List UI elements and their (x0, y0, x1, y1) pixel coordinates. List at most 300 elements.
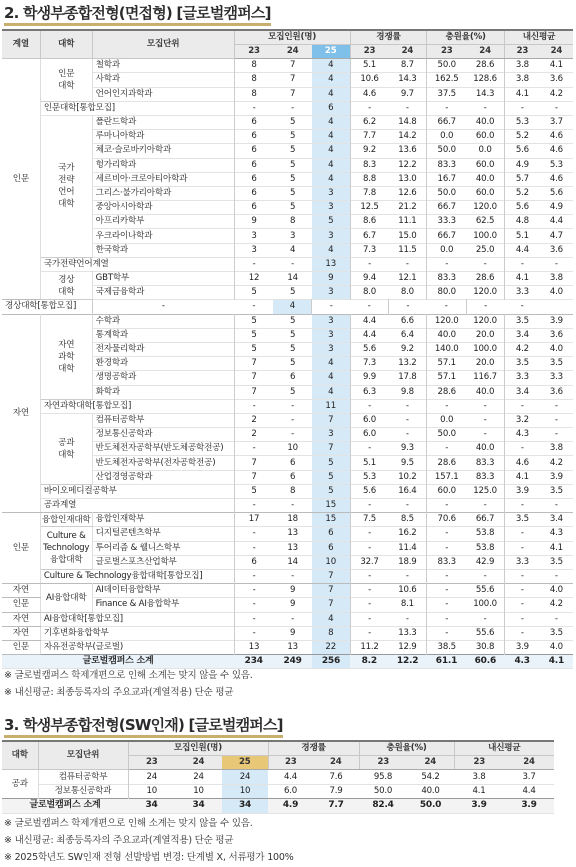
table-cell: 9.2 (388, 342, 426, 356)
field-cell: 자연 (2, 612, 40, 626)
table-cell: 5.1 (363, 457, 377, 468)
table-cell: 6 (251, 187, 257, 198)
table-cell: 16.7 (437, 173, 456, 184)
table-cell: 120.0 (466, 201, 504, 215)
table-cell: 10.6 (360, 74, 379, 85)
table-cell: - (368, 627, 371, 638)
table-cell: 0.0 (440, 414, 454, 425)
table-cell: 8.3 (363, 159, 377, 170)
table-cell: 10.2 (388, 470, 426, 484)
table-cell: 9 (289, 585, 296, 596)
table-cell: 3 (312, 186, 350, 200)
table-cell: 18.9 (388, 555, 426, 569)
table-cell: 3.8 (549, 443, 563, 454)
table-cell: - (368, 613, 371, 624)
table-cell: 7 (251, 358, 257, 369)
table-cell: 9.7 (388, 87, 426, 101)
table-cell: 9.2 (363, 145, 377, 156)
table-cell: 6 (289, 372, 296, 383)
table-cell: 32.7 (360, 556, 379, 567)
table-cell: 4.4 (549, 216, 563, 227)
table-cell: - (445, 571, 449, 582)
table-cell: - (252, 301, 256, 312)
table-cell: 83.3 (466, 470, 504, 484)
table-cell: 4.6 (549, 145, 563, 156)
table-cell: 4.4 (522, 785, 536, 796)
table-cell: - (252, 599, 256, 610)
table-cell: - (388, 612, 426, 626)
college-cell: 인문 대학 (40, 59, 92, 102)
table-cell: 5.6 (515, 145, 529, 156)
unit-name: Finance & AI융합학부 (92, 598, 234, 612)
table-cell: 4.6 (549, 173, 563, 184)
table-cell: - (368, 500, 371, 511)
table-cell: - (554, 613, 558, 624)
table-cell: 3.6 (549, 244, 563, 255)
unit-name: 컴퓨터공학부 (92, 413, 234, 427)
header-year: 23 (350, 45, 388, 59)
table-row (2, 484, 573, 498)
table-cell: 3.7 (549, 117, 563, 128)
table-cell: 3 (289, 230, 296, 241)
header-year: 24 (388, 45, 426, 59)
table-cell: 3.5 (515, 358, 529, 369)
table-cell: 10 (222, 784, 268, 798)
table-cell: 6.3 (363, 386, 377, 397)
table-cell: 0.0 (440, 131, 454, 142)
total-cell: 3.9 (504, 799, 554, 813)
table-cell: 5.2 (515, 187, 529, 198)
table-cell: 3.7 (522, 771, 536, 782)
field-cell: 인문 (2, 640, 40, 654)
table-cell: 6 (312, 541, 350, 555)
total-cell: 60.6 (466, 655, 504, 669)
table-row (2, 640, 573, 654)
table-cell: 6 (251, 173, 257, 184)
table-cell: 15 (312, 499, 350, 513)
table-cell: 6 (251, 117, 257, 128)
table-cell: 13 (287, 528, 298, 539)
table-cell: 3 (251, 244, 257, 255)
table-cell: - (520, 627, 524, 638)
table-cell: - (466, 428, 504, 442)
table-cell: 3.3 (549, 372, 563, 383)
table-cell: 5 (289, 358, 296, 369)
table-cell: - (252, 571, 256, 582)
unit-name: 한국학과 (92, 243, 234, 257)
table-cell: 4.0 (549, 641, 563, 652)
unit-name: 체코·슬로바키아학과 (92, 144, 234, 158)
unit-name: 투어리즘 & 웰니스학부 (92, 541, 234, 555)
table-cell: 2 (251, 429, 257, 440)
table-cell: - (520, 102, 524, 113)
table-cell: 33.3 (437, 216, 456, 227)
table-cell: 11.4 (388, 541, 426, 555)
table-cell: 5.6 (363, 344, 377, 355)
header-year: 23 (128, 756, 175, 770)
table-cell: - (350, 300, 388, 314)
total-cell: 34 (222, 799, 268, 813)
unit-name: 자유전공학부(글로벌) (40, 640, 234, 654)
table-cell: - (161, 301, 165, 312)
unit-name: AI데이터융합학부 (92, 584, 234, 598)
table-cell: - (520, 613, 524, 624)
college-cell: 경상 대학 (40, 272, 92, 300)
table-cell: 4 (312, 612, 350, 626)
table-cell: 5 (289, 287, 296, 298)
table-cell: 3.3 (515, 556, 529, 567)
table-cell: 4 (312, 115, 350, 129)
table-cell: - (252, 627, 256, 638)
total-cell: 61.1 (427, 655, 466, 669)
table-cell: 13.3 (388, 626, 426, 640)
table-cell: 80.0 (437, 287, 456, 298)
table-cell: 40.0 (466, 115, 504, 129)
total-cell: 4.1 (540, 655, 573, 669)
table-cell: - (252, 528, 256, 539)
section2-title: 3. 학생부종합전형(SW인재) [글로벌캠퍼스] (4, 716, 283, 738)
header-year: 23 (454, 756, 504, 770)
table-cell: 10.6 (388, 584, 426, 598)
table-cell: 5 (289, 145, 296, 156)
table-cell: 4.2 (549, 599, 563, 610)
unit-name: 루마니아학과 (92, 130, 234, 144)
header-college: 대학 (2, 741, 38, 770)
table-cell: 5 (312, 456, 350, 470)
table-cell: - (554, 571, 558, 582)
table-cell: 14 (287, 273, 298, 284)
table-cell: 57.1 (437, 372, 456, 383)
table-cell: - (252, 443, 256, 454)
table-row (2, 784, 554, 798)
table-cell: - (368, 102, 371, 113)
table-cell: - (520, 528, 524, 539)
table-cell: 6 (312, 101, 350, 115)
table-cell: 7.9 (329, 785, 343, 796)
table-cell: 4.1 (472, 785, 486, 796)
table-cell: 5 (289, 187, 296, 198)
table-cell: 12.2 (388, 158, 426, 172)
table-cell: 4.1 (515, 471, 529, 482)
unit-name: 헝가리학과 (92, 158, 234, 172)
table-cell: 7.6 (329, 771, 343, 782)
unit-name: 통계학과 (92, 328, 234, 342)
total-cell: 82.4 (359, 799, 407, 813)
table-cell: 5 (289, 159, 296, 170)
table-cell: - (520, 599, 524, 610)
table-cell: 4.0 (549, 344, 563, 355)
table-cell: 13 (287, 542, 298, 553)
table-cell: 4.2 (515, 344, 529, 355)
table-cell: 4.4 (363, 329, 377, 340)
table-cell: - (291, 414, 295, 425)
table-cell: 4.9 (549, 202, 563, 213)
table-cell: - (466, 101, 504, 115)
table-cell: - (252, 585, 256, 596)
table-cell: 5 (289, 329, 296, 340)
unit-name: 경상대학[통합모집] (2, 300, 92, 314)
field-cell: 자연 (2, 626, 40, 640)
unit-name: 디지털콘텐츠학부 (92, 527, 234, 541)
table-cell: 13.6 (388, 144, 426, 158)
table-cell: 50.0 (437, 145, 456, 156)
table-row (2, 413, 573, 427)
total-cell: 34 (175, 799, 222, 813)
table-row (2, 770, 554, 784)
table-cell: 3 (312, 201, 350, 215)
table-cell: 5 (251, 344, 257, 355)
table-row (2, 314, 573, 328)
table-cell: 5 (289, 202, 296, 213)
table-cell: 5 (289, 315, 296, 326)
table-cell: 7.7 (363, 131, 377, 142)
unit-name: 화학과 (92, 385, 234, 399)
table-cell: 66.7 (437, 202, 456, 213)
table-cell: 12.6 (388, 186, 426, 200)
table-cell: 28.6 (466, 272, 504, 286)
table-cell: 5 (312, 470, 350, 484)
table-cell: 100.0 (466, 598, 504, 612)
table-cell: 5.3 (515, 117, 529, 128)
table-cell: 21.2 (388, 201, 426, 215)
table-cell: 11.2 (360, 641, 379, 652)
unit-name: GBT학부 (92, 272, 234, 286)
table-row (2, 612, 573, 626)
table-cell: - (406, 301, 410, 312)
table-cell: 12.5 (360, 202, 379, 213)
table-cell: - (466, 413, 504, 427)
table-cell: 17 (248, 514, 260, 525)
table-cell: 8.7 (388, 59, 426, 73)
table-cell: 30.8 (466, 640, 504, 654)
table-cell: 8 (251, 60, 257, 71)
table-cell: 3.9 (549, 471, 563, 482)
table-cell: 3 (312, 314, 350, 328)
table-cell: - (291, 571, 295, 582)
unit-name: 바이오메디컬공학부 (40, 484, 234, 498)
table-cell: 6.7 (363, 230, 377, 241)
table-cell: - (368, 585, 371, 596)
table-row (2, 399, 573, 413)
table-cell: - (445, 627, 449, 638)
table-cell: 6 (251, 159, 257, 170)
table-cell: 38.5 (437, 641, 456, 652)
table-cell: 5.1 (363, 60, 377, 71)
total-cell: 34 (128, 799, 175, 813)
table-cell: 4.1 (549, 542, 563, 553)
table-row (2, 272, 573, 286)
unit-name: 반도체전자공학부(반도체공학전공) (92, 442, 234, 456)
header-year-highlight: 25 (222, 756, 268, 770)
table-cell: - (445, 542, 449, 553)
table-cell: - (368, 443, 371, 454)
table-cell: 14.8 (388, 115, 426, 129)
table-cell: 3.5 (549, 358, 563, 369)
table-cell: 7 (289, 60, 296, 71)
table-cell: 3 (312, 342, 350, 356)
table-cell: - (466, 612, 504, 626)
table-cell: - (291, 429, 295, 440)
table-cell: 50.0 (373, 785, 393, 796)
table-cell: - (291, 102, 295, 113)
table-cell: 83.3 (437, 273, 456, 284)
header-year: 24 (504, 756, 554, 770)
table-cell: 6.4 (388, 328, 426, 342)
table-cell: - (554, 102, 558, 113)
table-cell: - (388, 428, 426, 442)
table-cell: 8.8 (363, 173, 377, 184)
header-grade: 내신평균 (454, 741, 554, 756)
table-cell: - (388, 399, 426, 413)
table-cell: - (445, 258, 449, 269)
unit-name: 국제금융학과 (92, 286, 234, 300)
table-cell: 5 (251, 287, 257, 298)
table-cell: 4 (312, 385, 350, 399)
table-cell: - (252, 400, 256, 411)
table-cell: 4.2 (549, 457, 563, 468)
table-cell: - (368, 542, 371, 553)
table-cell: - (329, 301, 333, 312)
header-year: 23 (359, 756, 407, 770)
table-cell: 5 (312, 484, 350, 498)
table-cell: 14.3 (388, 73, 426, 87)
table-cell: 8.0 (363, 287, 377, 298)
table-cell: 66.7 (466, 513, 504, 527)
table-cell: 3.5 (549, 556, 563, 567)
header-compete: 경쟁률 (268, 741, 359, 756)
total-label: 글로벌캠퍼스 소계 (2, 655, 234, 669)
table-cell: 13.0 (388, 172, 426, 186)
unit-name: 컴퓨터공학부 (38, 770, 128, 784)
header-year: 24 (407, 756, 454, 770)
table-row (2, 527, 573, 541)
table-cell: 6 (251, 202, 257, 213)
table-cell: - (554, 258, 558, 269)
table-cell: 57.1 (437, 358, 456, 369)
table-cell: 3.6 (549, 329, 563, 340)
header-year: 24 (540, 45, 573, 59)
header-unit: 모집단위 (38, 741, 128, 770)
total-cell: 8.2 (350, 655, 388, 669)
table-cell: 9.3 (388, 442, 426, 456)
table-cell: 62.5 (466, 215, 504, 229)
table-cell: 4 (273, 300, 311, 314)
table-cell: 10 (312, 555, 350, 569)
table-cell: 66.7 (437, 117, 456, 128)
table-cell: 7 (312, 598, 350, 612)
unit-name: 산업경영공학과 (92, 470, 234, 484)
table-cell: - (520, 571, 524, 582)
table-cell: 120.0 (466, 286, 504, 300)
table-cell: 5 (312, 215, 350, 229)
header-compete: 경쟁률 (350, 30, 427, 45)
header-fill: 충원율(%) (427, 30, 505, 45)
table-cell: 50.0 (437, 429, 456, 440)
table-cell: - (484, 301, 488, 312)
table-row (2, 499, 573, 513)
table-cell: 3.8 (515, 60, 529, 71)
table-cell: - (427, 300, 466, 314)
table-cell: 13.2 (388, 357, 426, 371)
table-cell: - (388, 569, 426, 583)
table-cell: 3.9 (549, 315, 563, 326)
table-cell: - (520, 585, 524, 596)
table-cell: 6 (312, 527, 350, 541)
table-cell: 3.2 (515, 414, 529, 425)
table-cell: 3.6 (549, 74, 563, 85)
field-cell: 자연 (2, 314, 40, 513)
table-cell: - (252, 542, 256, 553)
unit-name: 인문대학[통합모집] (40, 101, 234, 115)
table-cell: 14.2 (388, 130, 426, 144)
table-cell: 9.8 (388, 385, 426, 399)
table-cell: 8.5 (388, 513, 426, 527)
table-cell: 4 (312, 87, 350, 101)
table-cell: - (291, 613, 295, 624)
table-cell: 8.1 (388, 598, 426, 612)
table-cell: 7 (251, 457, 257, 468)
note-line: ※ 내신평균: 최종등록자의 주요교과(계열적용) 단순 평균 (4, 687, 234, 698)
table-cell: 7 (312, 413, 350, 427)
table-cell: 13 (248, 641, 260, 652)
table-cell: 8 (251, 88, 257, 99)
table-cell: - (445, 585, 449, 596)
table-cell: 17.8 (388, 371, 426, 385)
table-cell: 4 (312, 73, 350, 87)
table-cell: 12.1 (388, 272, 426, 286)
table-cell: 140.0 (434, 344, 459, 355)
note-line: ※ 내신평균: 최종등록자의 주요교과(계열적용) 단순 평균 (4, 835, 234, 846)
unit-name: 융합인재학부 (92, 513, 234, 527)
table-cell: - (554, 500, 558, 511)
table-cell: 15 (312, 513, 350, 527)
field-cell: 인문 (2, 59, 40, 300)
table-cell: 3.4 (515, 329, 529, 340)
table-cell: 6 (251, 556, 257, 567)
table-cell: - (291, 400, 295, 411)
table-cell: 3.5 (549, 627, 563, 638)
table-cell: 4.1 (515, 273, 529, 284)
table-cell: - (520, 500, 524, 511)
table-row (2, 626, 573, 640)
unit-name: 환경학과 (92, 357, 234, 371)
table-cell: 3.5 (549, 485, 563, 496)
table-cell: - (466, 569, 504, 583)
header-year: 23 (427, 45, 466, 59)
table-cell: 7 (312, 584, 350, 598)
table-cell: - (445, 500, 449, 511)
table-cell: 0.0 (466, 144, 504, 158)
table-cell: 7 (312, 569, 350, 583)
total-cell: 256 (312, 655, 350, 669)
header-year-highlight: 25 (312, 45, 350, 59)
unit-name: 공과계열 (40, 499, 234, 513)
table-cell: 3.4 (549, 514, 563, 525)
table-cell: 0.0 (440, 244, 454, 255)
table-cell: - (445, 599, 449, 610)
table-cell: - (445, 528, 449, 539)
table-cell: 8 (289, 485, 296, 496)
table-cell: 4.9 (515, 159, 529, 170)
table-cell: 4.6 (515, 457, 529, 468)
table-cell: 3.4 (515, 386, 529, 397)
total-cell: 249 (273, 655, 311, 669)
table-cell: - (252, 102, 256, 113)
header-year: 23 (268, 756, 313, 770)
unit-name: 전자물리학과 (92, 342, 234, 356)
unit-name: 우크라이나학과 (92, 229, 234, 243)
table-cell: 5 (251, 315, 257, 326)
